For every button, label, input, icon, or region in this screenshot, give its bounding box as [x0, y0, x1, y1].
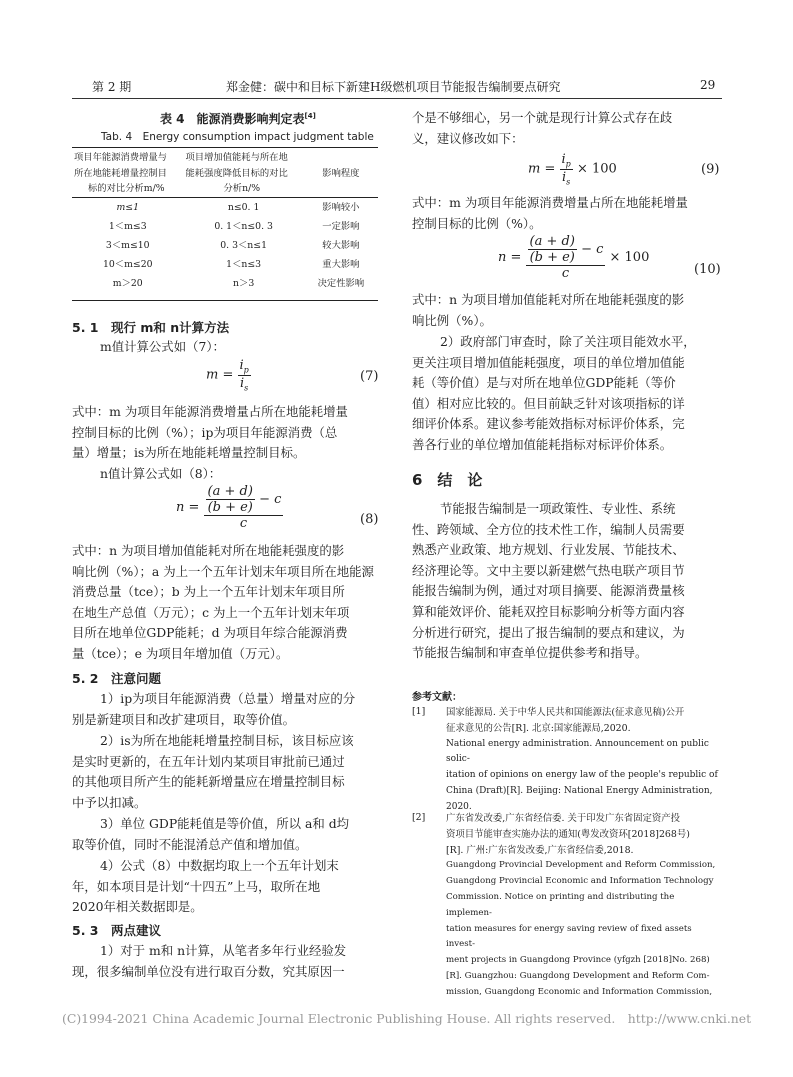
table4-header-m-line: 所在地能耗增量控制目	[74, 167, 167, 179]
text-line: ment projects in Guangdong Province (yfgzh [2018]No. 268)	[446, 955, 710, 966]
eq9-fraction	[560, 152, 573, 186]
text-line: 广东省发改委,广东省经信委. 关于印发广东省固定资产投	[446, 813, 680, 824]
references-title: 参考文献：	[412, 692, 462, 703]
table-row	[72, 217, 378, 236]
text-line: 4）公式（8）中数据均取上一个五年计划末	[100, 858, 339, 873]
n-formula-intro: n值计算公式如（8）：	[100, 466, 222, 481]
text-line: 能报告编制为例，通过对项目摘要、能源消费量核	[412, 583, 685, 599]
table4-header-m	[72, 150, 184, 197]
eq9-den-sub: s	[566, 177, 571, 187]
table4-cell-impact: 重大影响	[322, 258, 360, 270]
eq8-lhs: n =	[176, 500, 200, 515]
text-line: 取等价值，同时不能混淆总产值和增加值。	[72, 836, 308, 852]
eq7-den-sub: s	[244, 383, 249, 393]
text-line: 消费总量（tce）；b 为上一个五年计划末年项目所	[72, 584, 345, 600]
eq10-inner-fraction	[528, 234, 577, 265]
text-line: 响比例（%）。	[412, 312, 492, 328]
text-line: 值）相对应比较的。但目前缺乏针对该项指标的详	[412, 395, 685, 411]
table4-cell-m: 1＜m≤3	[108, 220, 147, 232]
table4-cell-impact: 影响较小	[322, 201, 360, 213]
eq10-outer-fraction	[526, 234, 606, 281]
table4-cell-m: 10＜m≤20	[102, 258, 153, 270]
table-row	[72, 255, 378, 274]
suggestion-1	[72, 941, 380, 982]
text-line: [R]. Guangzhou: Guangdong Development and Reform Com-	[446, 970, 710, 981]
text-line: 量）增量；is为所在地能耗增量控制目标。	[72, 445, 306, 461]
header-rule	[72, 98, 722, 99]
equation-9	[528, 152, 617, 186]
text-line: 目所在地单位GDP能耗；d 为项目年综合能源消费	[72, 625, 348, 641]
note-3	[72, 814, 380, 855]
table-row	[72, 274, 378, 293]
copyright-notice: (C)1994-2021 China Academic Journal Electronic Publishing House. All rights reserved. http://www.cnki.net	[62, 1011, 752, 1026]
eq10-lhs: n =	[498, 250, 522, 265]
equation-7	[206, 358, 251, 392]
section-5-1-title: 5. 1 现行 m和 n计算方法	[72, 320, 230, 335]
eq9-times-100: × 100	[576, 161, 617, 177]
text-line: 式中：m 为项目年能源消费增量占所在地能耗增量	[412, 195, 688, 210]
table4-header-n-line: 项目增加值能耗与所在地	[185, 152, 288, 163]
table4-caption-en: Tab. 4 Energy consumption impact judgment table	[101, 131, 374, 143]
text-line: 义，建议修改如下：	[412, 130, 524, 146]
text-line: 式中：n 为项目增加值能耗对所在地能耗强度的影	[412, 292, 685, 307]
reference-2-number: [2]	[412, 812, 426, 823]
text-line: China (Draft)[R]. Beijing: National Energy Administration,	[446, 785, 713, 796]
table4-cell-n: 1＜n≤3	[226, 258, 262, 270]
table4-caption-ref: [4]	[304, 112, 316, 120]
section-5-3-title: 5. 3 两点建议	[72, 923, 161, 938]
table4-header-m-line: 项目年能源消费增量与	[74, 152, 167, 163]
text-line: 中予以扣减。	[72, 794, 147, 810]
table4-cell-n: n≤0. 1	[227, 201, 260, 213]
right-intro	[412, 108, 722, 149]
eq10-inner-den: (b + e)	[529, 250, 575, 265]
reference-1-number: [1]	[412, 706, 426, 717]
text-line: 的其他项目所产生的能耗新增量应在增量控制目标	[72, 774, 345, 790]
text-line: 1）对于 m和 n计算，从笔者多年行业经验发	[100, 943, 347, 958]
section-5-2-title: 5. 2 注意问题	[72, 671, 161, 686]
eq10-times-100: × 100	[609, 250, 650, 265]
eq8-den: c	[239, 516, 248, 531]
eq10-description	[412, 290, 722, 331]
text-line: 节能报告编制是一项政策性、专业性、系统	[440, 501, 676, 516]
eq9-lhs: m =	[528, 161, 556, 177]
eq7-num-sub: p	[243, 365, 249, 375]
text-line: 控制目标的比例（%）。	[412, 215, 542, 231]
header-page-number: 29	[700, 78, 716, 92]
header-title: 郑金健：碳中和目标下新建H级燃机项目节能报告编制要点研究	[226, 80, 561, 94]
eq9-num: i	[561, 152, 566, 167]
text-line: 响比例（%）；a 为上一个五年计划末年项目所在地能源	[72, 563, 374, 579]
text-line: 征求意见的公告[R]. 北京:国家能源局,2020.	[446, 722, 631, 734]
text-line: 2020.	[446, 801, 472, 812]
table4-header-n	[184, 150, 304, 197]
text-line: 国家能源局. 关于中华人民共和国能源法(征求意见稿)公开	[446, 707, 685, 718]
equation-9-number: (9)	[701, 162, 720, 177]
text-line: 式中：m 为项目年能源消费增量占所在地能耗增量	[72, 404, 348, 419]
text-line: 性、跨领域、全方位的技术性工作，编制人员需要	[412, 521, 685, 537]
table4-caption-cn	[160, 110, 316, 127]
text-line: 3）单位 GDP能耗值是等价值，所以 a和 d均	[100, 816, 350, 831]
equation-7-number: (7)	[360, 369, 379, 384]
table4-cell-impact: 决定性影响	[317, 277, 365, 289]
eq10-den: c	[561, 266, 570, 281]
suggestion-2	[412, 332, 722, 456]
equation-8-number: (8)	[360, 512, 379, 527]
text-line: 年，如本项目是计划“十四五”上马，取所在地	[72, 878, 321, 894]
text-line: mission, Guangdong Economic and Information Commission,	[446, 986, 713, 997]
text-line: itation of opinions on energy law of the people's republic of	[446, 770, 718, 781]
table4-cell-impact: 较大影响	[322, 239, 360, 251]
text-line: 算和能效评价、能耗双控目标影响分析等方面内容	[412, 603, 685, 619]
eq9-den: i	[562, 169, 567, 185]
table4-caption-text: 表 4 能源消费影响判定表	[160, 112, 305, 126]
reference-2	[446, 811, 722, 1001]
section-6-title: 6 结 论	[412, 471, 483, 489]
reference-1	[446, 705, 722, 816]
note-4	[72, 856, 380, 918]
text-line: 个是不够细心，另一个就是现行计算公式存在歧	[412, 110, 673, 125]
eq7-lhs: m =	[206, 367, 234, 383]
equation-10	[498, 234, 649, 281]
eq8-inner-fraction	[206, 484, 255, 515]
table4-top-rule	[72, 147, 378, 148]
eq8-inner-den: (b + e)	[207, 500, 253, 515]
text-line: 细评价体系。建议参考能效指标对标评价体系，完	[412, 416, 685, 432]
text-line: National energy administration. Announcement on public solic-	[446, 738, 709, 765]
conclusion	[412, 499, 722, 664]
table4-cell-m: m＞20	[112, 277, 143, 289]
text-line: 在地生产总值（万元）；c 为上一个五年计划末年项	[72, 604, 350, 620]
eq8-outer-fraction	[204, 484, 284, 531]
table4-cell-impact: 一定影响	[322, 220, 360, 232]
text-line: Commission. Notice on printing and distributing the implemen-	[446, 891, 675, 918]
table4-cell-n: n＞3	[233, 277, 255, 289]
text-line: 2）政府部门审查时，除了关注项目能效水平，	[440, 334, 696, 349]
table4	[72, 150, 378, 293]
text-line: 是实时更新的，在五年计划内某项目审批前已通过	[72, 753, 345, 769]
note-1	[72, 689, 380, 730]
eq8-minus-c: − c	[259, 492, 282, 507]
eq9-num-sub: p	[565, 159, 571, 169]
text-line: Guangdong Provincial Development and Reform Commission,	[446, 860, 716, 871]
text-line: 别是新建项目和改扩建项目，取等价值。	[72, 711, 296, 727]
m-formula-intro: m值计算公式如（7）：	[100, 339, 225, 354]
eq8-inner-num: (a + d)	[207, 484, 253, 499]
text-line: 量（tce）；e 为项目年增加值（万元）。	[72, 645, 289, 661]
table-row	[72, 236, 378, 255]
table4-cell-n: 0. 1＜n≤0. 3	[214, 220, 273, 232]
header-issue: 第 2 期	[92, 80, 132, 94]
table4-header-row	[72, 150, 378, 197]
text-line: 式中：n 为项目增加值能耗对所在地能耗强度的影	[72, 543, 345, 558]
text-line: 分析进行研究，提出了报告编制的要点和建议，为	[412, 624, 685, 640]
equation-10-number: (10)	[694, 262, 721, 277]
text-line: 2020年相关数据即是。	[72, 899, 203, 915]
table4-bottom-rule	[72, 300, 378, 301]
text-line: 熟悉产业政策、地方规划、行业发展、节能技术、	[412, 542, 685, 558]
table4-header-n-line: 能耗强度降低目标的对比	[185, 167, 288, 179]
m-description	[72, 402, 380, 464]
text-line: 善各行业的单位增加值能耗指标对标评价体系。	[412, 436, 673, 452]
text-line: 控制目标的比例（%）；ip为项目年能源消费（总	[72, 424, 338, 440]
text-line: 经济理论等。文中主要以新建燃气热电联产项目节	[412, 562, 685, 578]
table4-cell-m: 3＜m≤10	[105, 239, 150, 251]
eq7-fraction	[238, 358, 251, 392]
text-line: 资项目节能审查实施办法的通知(粤发改资环[2018]268号)	[446, 828, 690, 840]
table4-cell-n: 0. 3＜n≤1	[220, 239, 267, 251]
eq9-description	[412, 193, 722, 234]
table4-header-impact: 影响程度	[322, 167, 360, 179]
eq10-inner-num: (a + d)	[529, 234, 575, 249]
note-2	[72, 731, 380, 813]
equation-8	[176, 484, 283, 531]
eq10-minus-c: − c	[581, 242, 604, 257]
text-line: 2）is为所在地能耗增量控制目标，该目标应该	[100, 733, 354, 748]
text-line: 现，很多编制单位没有进行取百分数，究其原因一	[72, 963, 345, 979]
table4-cell-m: m≤1	[116, 201, 140, 213]
text-line: 更关注项目增加值能耗强度，项目的单位增加值能	[412, 354, 685, 370]
text-line: 节能报告编制和审查单位提供参考和指导。	[412, 645, 648, 661]
text-line: 1）ip为项目年能源消费（总量）增量对应的分	[100, 691, 356, 706]
text-line: Guangdong Provincial Economic and Information Technology	[446, 876, 714, 887]
eq7-den: i	[240, 375, 245, 391]
n-description	[72, 541, 380, 665]
table4-header-m-line: 标的对比分析m/%	[88, 183, 165, 194]
text-line: [R]. 广州:广东省发改委,广东省经信委,2018.	[446, 844, 634, 856]
table4-header-n-line: 分析n/%	[223, 183, 261, 194]
table-row	[72, 197, 378, 217]
text-line: tation measures for energy saving review of fixed assets invest-	[446, 923, 692, 950]
text-line: 耗（等价值）是与对所在地单位GDP能耗（等价	[412, 375, 676, 391]
eq7-num: i	[239, 358, 244, 373]
